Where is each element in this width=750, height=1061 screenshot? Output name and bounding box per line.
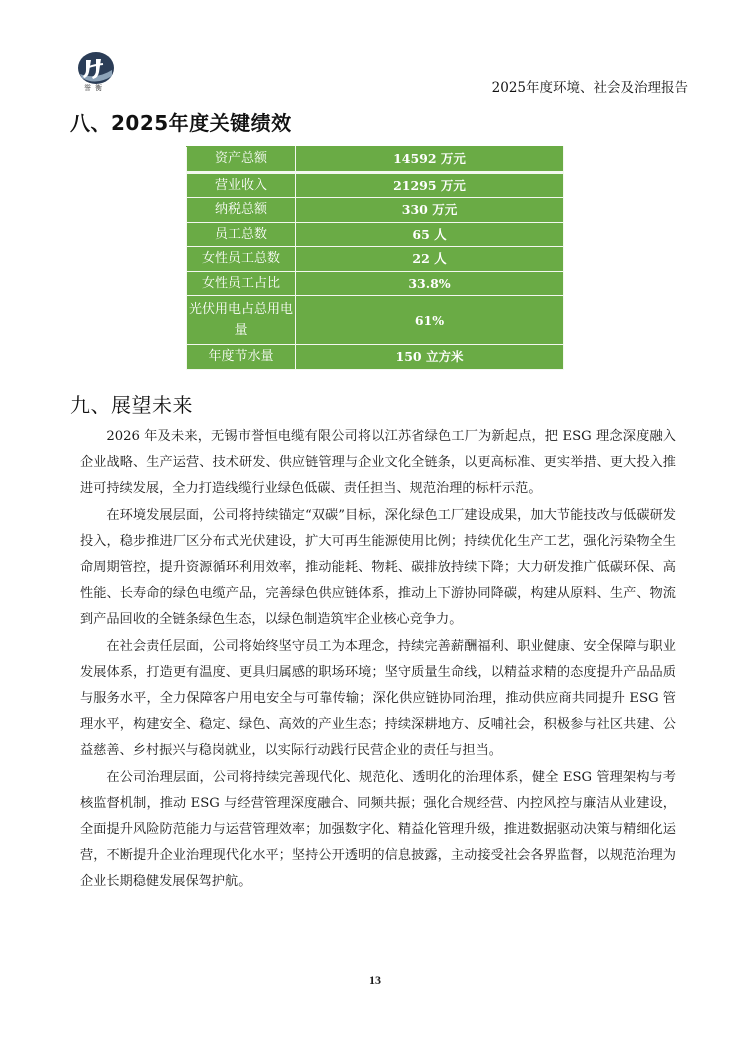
kpi-label: 女性员工总数 xyxy=(187,247,296,272)
kpi-value: 14592 万元 xyxy=(296,147,564,173)
paragraph-overview: 2026 年及未来，无锡市誉恒电缆有限公司将以江苏省绿色工厂为新起点，把 ESG 理念深度融入企业战略、生产运营、技术研发、供应链管理与企业文化全链条，以更高标准、更实举措、更大投入推进可持续发展，全力打造线缆行业绿色低碳、责任担当、规范治理的标杆示范。 xyxy=(80,429,676,497)
paragraph-governance: 在公司治理层面，公司将持续完善现代化、规范化、透明化的治理体系，健全 ESG 管理架构与考核监督机制，推动 ESG 与经营管理深度融合、同频共振；强化合规经营、内控风控与廉洁从业建设，全面提升风险防范能力与运营管理效率；加强数字化、精益化管理升级，推进数据驱动决策与精细化运营，不断提升企业治理现代化水平；坚持公开透明的信息披露，主动接受社会各界监督，以规范治理为企业长期稳健发展保驾护航。 xyxy=(80,769,676,890)
table-row xyxy=(187,247,564,272)
key-performance-table xyxy=(186,146,564,370)
report-title: 2025年度环境、社会及治理报告 xyxy=(491,80,688,96)
section-title-outlook: 九、展望未来 xyxy=(70,393,193,417)
section-title-key-performance: 八、2025年度关键绩效 xyxy=(70,111,292,135)
page-number: 13 xyxy=(369,973,381,987)
table-row xyxy=(187,198,564,223)
paragraph-environment: 在环境发展层面，公司将持续锚定“双碳”目标，深化绿色工厂建设成果，加大节能技改与低碳研发投入，稳步推进厂区分布式光伏建设，扩大可再生能源使用比例；持续优化生产工艺，强化污染物全生命周期管控，提升资源循环利用效率，推动能耗、物耗、碳排放持续下降；大力研发推广低碳环保、高性能、长寿命的绿色电缆产品，完善绿色供应链体系，推动上下游协同降碳，构建从原料、生产、物流到产品回收的全链条绿色生态，以绿色制造筑牢企业核心竞争力。 xyxy=(80,507,676,628)
kpi-label: 资产总额 xyxy=(187,147,296,173)
kpi-label: 光伏用电占总用电量 xyxy=(187,296,296,345)
kpi-label: 女性员工占比 xyxy=(187,271,296,296)
kpi-value: 33.8% xyxy=(296,271,564,296)
kpi-value: 21295 万元 xyxy=(296,172,564,198)
kpi-label: 年度节水量 xyxy=(187,345,296,370)
outlook-body xyxy=(80,424,676,896)
kpi-value: 150 立方米 xyxy=(296,345,564,370)
kpi-label: 营业收入 xyxy=(187,172,296,198)
kpi-label: 纳税总额 xyxy=(187,198,296,223)
paragraph-social: 在社会责任层面，公司将始终坚守员工为本理念，持续完善薪酬福利、职业健康、安全保障与职业发展体系，打造更有温度、更具归属感的职场环境；坚守质量生命线，以精益求精的态度提升产品品质与服务水平，全力保障客户用电安全与可靠传输；深化供应链协同治理，推动供应商共同提升 ESG 管理水平，构建安全、稳定、绿色、高效的产业生态；持续深耕地方、反哺社会，积极参与社区共建、公益慈善、乡村振兴与稳岗就业，以实际行动践行民营企业的责任与担当。 xyxy=(80,638,676,759)
table-row xyxy=(187,172,564,198)
kpi-value: 22 人 xyxy=(296,247,564,272)
kpi-label: 员工总数 xyxy=(187,222,296,247)
table-row xyxy=(187,147,564,173)
kpi-value: 61% xyxy=(296,296,564,345)
kpi-value: 65 人 xyxy=(296,222,564,247)
kpi-value: 330 万元 xyxy=(296,198,564,223)
logo-caption: 誉衡 xyxy=(84,84,106,92)
table-row xyxy=(187,345,564,370)
table-row xyxy=(187,296,564,345)
table-row xyxy=(187,222,564,247)
table-row xyxy=(187,271,564,296)
